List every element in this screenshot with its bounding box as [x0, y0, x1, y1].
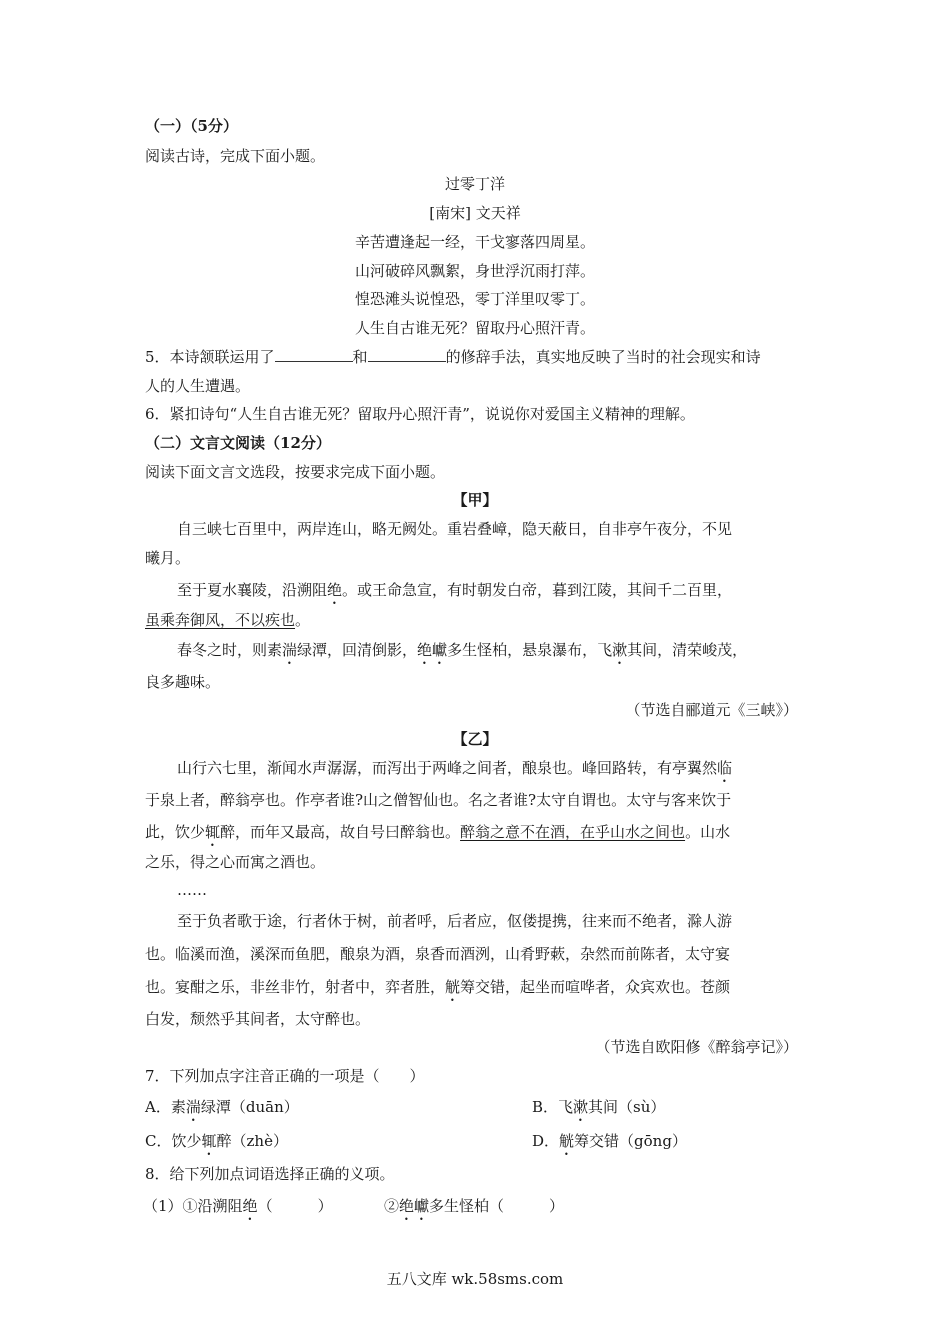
question-8-item-2: ②绝巘多生怪柏（ ） — [384, 1197, 565, 1215]
poem-line: 辛苦遭逢起一经，干戈寥落四周星。 — [354, 233, 595, 251]
section-heading-1: （一）（5分） — [145, 117, 238, 135]
passage-line: 曦月。 — [145, 549, 191, 567]
passage-line: 白发，颓然乎其间者，太守醉也。 — [145, 1010, 371, 1028]
passage-label-jia: 【甲】 — [452, 491, 498, 509]
question-6: 6．紧扣诗句“人生自古谁无死？留取丹心照汗青”，说说你对爱国主义精神的理解。 — [145, 405, 695, 423]
passage-label-yi: 【乙】 — [452, 730, 498, 748]
passage-line: 山行六七里，渐闻水声潺潺，而泻出于两峰之间者，酿泉也。峰回路转，有亭翼然临 — [177, 759, 733, 777]
option-c[interactable]: C．饮少辄醉（zhè） — [145, 1132, 288, 1150]
answer-blank[interactable]: （ ） — [257, 1197, 333, 1215]
question-8: 8．给下列加点词语选择正确的义项。 — [145, 1165, 395, 1183]
passage-line: 至于夏水襄陵，沿溯阻绝。或王命急宣，有时朝发白帝，暮到江陵，其间千二百里， — [177, 581, 733, 599]
passage-line: 于泉上者，醉翁亭也。作亭者谁?山之僧智仙也。名之者谁?太守自谓也。太守与客来饮于 — [145, 791, 732, 809]
underlined-sentence: 醉翁之意不在酒，在乎山水之间也 — [460, 823, 686, 841]
source-citation: （节选自郦道元《三峡》） — [625, 701, 798, 719]
passage-line: 良多趣味。 — [145, 673, 221, 691]
passage-line: 自三峡七百里中，两岸连山，略无阙处。重岩叠嶂，隐天蔽日，自非亭午夜分，不见 — [177, 520, 733, 538]
instruction-1: 阅读古诗，完成下面小题。 — [145, 147, 326, 165]
passage-line: 也。临溪而渔，溪深而鱼肥，酿泉为酒，泉香而酒洌，山肴野蔌，杂然而前陈者，太守宴 — [145, 945, 731, 963]
poem-title: 过零丁洋 — [444, 175, 505, 193]
answer-blank[interactable]: 多生怪柏（ ） — [429, 1197, 565, 1215]
footer-watermark: 五八文库 wk.58sms.com — [386, 1270, 564, 1288]
question-8-item-1: （1）①沿溯阻绝（ ） — [143, 1197, 333, 1215]
options-row — [145, 1097, 805, 1125]
passage-line: 至于负者歌于途，行者休于树，前者呼，后者应，伛偻提携，往来而不绝者，滁人游 — [177, 912, 733, 930]
ellipsis: …… — [177, 881, 207, 899]
poem-line: 山河破碎风飘絮，身世浮沉雨打萍。 — [354, 262, 595, 280]
option-b[interactable]: B．飞漱其间（sù） — [532, 1098, 666, 1116]
answer-blank[interactable] — [368, 347, 446, 362]
question-5: 5．本诗颔联运用了 和 的修辞手法，真实地反映了当时的社会现实和诗 — [145, 348, 761, 366]
instruction-2: 阅读下面文言文选段，按要求完成下面小题。 — [145, 463, 446, 481]
answer-blank[interactable] — [275, 347, 353, 362]
passage-line: 此，饮少辄醉，而年又最高，故自号曰醉翁也。醉翁之意不在酒，在乎山水之间也。山水 — [145, 823, 731, 841]
passage-line: 也。宴酣之乐，非丝非竹，射者中，弈者胜，觥筹交错，起坐而喧哗者，众宾欢也。苍颜 — [145, 978, 731, 996]
passage-line: 春冬之时，则素湍绿潭，回清倒影，绝巘多生怪柏，悬泉瀑布，飞漱其间，清荣峻茂， — [177, 641, 748, 659]
question-7: 7．下列加点字注音正确的一项是（ ） — [145, 1067, 425, 1085]
poem-author: [南宋] 文天祥 — [429, 204, 521, 222]
poem-line: 人生自古谁无死？留取丹心照汗青。 — [354, 319, 595, 337]
underlined-sentence: 虽乘奔御风，不以疾也 — [145, 611, 296, 629]
passage-line: 之乐，得之心而寓之酒也。 — [145, 853, 326, 871]
poem-line: 惶恐滩头说惶恐，零丁洋里叹零丁。 — [354, 290, 595, 308]
option-d[interactable]: D．觥筹交错（gōng） — [532, 1132, 687, 1150]
source-citation: （节选自欧阳修《醉翁亭记》） — [595, 1038, 798, 1056]
question-5-cont: 人的人生遭遇。 — [145, 377, 251, 395]
passage-line: 虽乘奔御风，不以疾也。 — [145, 611, 311, 629]
section-heading-2: （二）文言文阅读（12分） — [145, 434, 331, 452]
option-a[interactable]: A．素湍绿潭（duān） — [145, 1098, 299, 1116]
